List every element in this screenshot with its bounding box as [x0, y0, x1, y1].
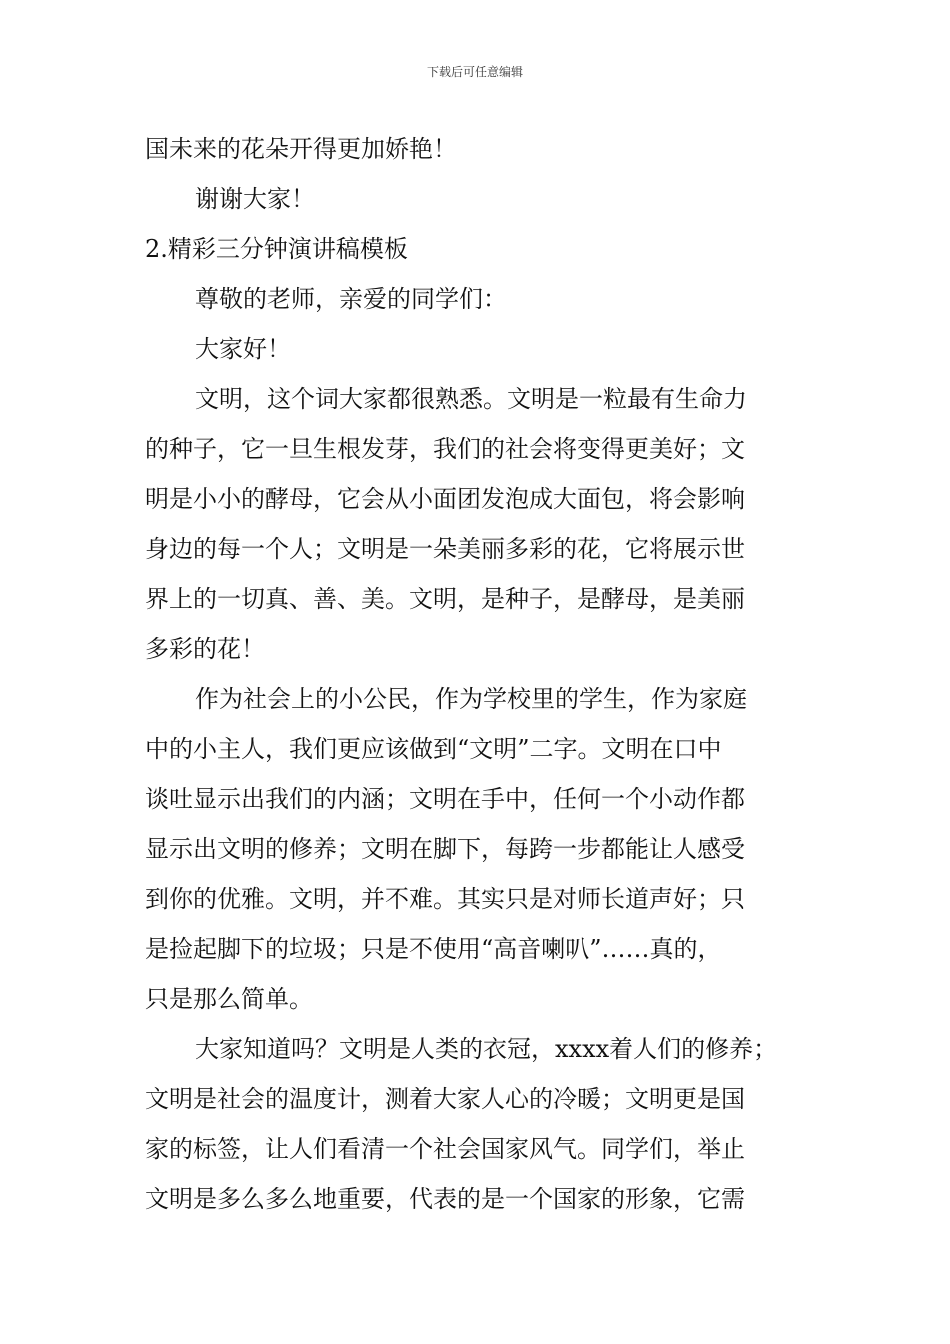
text-line: 身边的每一个人；文明是一朵美丽多彩的花，它将展示世 — [145, 535, 745, 563]
text-line: 文明，这个词大家都很熟悉。文明是一粒最有生命力 — [195, 385, 747, 413]
page-header: 下载后可任意编辑 — [426, 65, 523, 79]
text-line: 家的标签，让人们看清一个社会国家风气。同学们，举止 — [145, 1135, 745, 1163]
text-line: 多彩的花！ — [145, 635, 265, 663]
text-line: 是捡起脚下的垃圾；只是不使用“高音喇叭”……真的， — [145, 935, 722, 963]
text-line: 谈吐显示出我们的内涵；文明在手中，任何一个小动作都 — [145, 785, 745, 813]
text-line: 的种子，它一旦生根发芽，我们的社会将变得更美好；文 — [145, 435, 745, 463]
text-line: 显示出文明的修养；文明在脚下，每跨一步都能让人感受 — [145, 835, 745, 863]
salutation: 尊敬的老师，亲爱的同学们： — [195, 285, 507, 313]
text-line: 大家知道吗？文明是人类的衣冠，xxxx着人们的修养； — [195, 1035, 778, 1063]
text-line: 作为社会上的小公民，作为学校里的学生，作为家庭 — [195, 685, 747, 713]
section-heading: 2.精彩三分钟演讲稿模板 — [145, 235, 408, 263]
text-line: 中的小主人，我们更应该做到“文明”二字。文明在口中 — [145, 735, 722, 763]
text-line: 界上的一切真、善、美。文明，是种子，是酵母，是美丽 — [145, 585, 745, 613]
greeting: 大家好！ — [195, 335, 291, 363]
text-line: 到你的优雅。文明，并不难。其实只是对师长道声好；只 — [145, 885, 745, 913]
text-line: 谢谢大家！ — [195, 185, 315, 213]
text-line: 文明是社会的温度计，测着大家人心的冷暖；文明更是国 — [145, 1085, 745, 1113]
text-line: 文明是多么多么地重要，代表的是一个国家的形象，它需 — [145, 1185, 745, 1213]
text-line: 只是那么简单。 — [145, 985, 313, 1013]
text-line: 国未来的花朵开得更加娇艳！ — [145, 135, 457, 163]
text-line: 明是小小的酵母，它会从小面团发泡成大面包，将会影响 — [145, 485, 745, 513]
